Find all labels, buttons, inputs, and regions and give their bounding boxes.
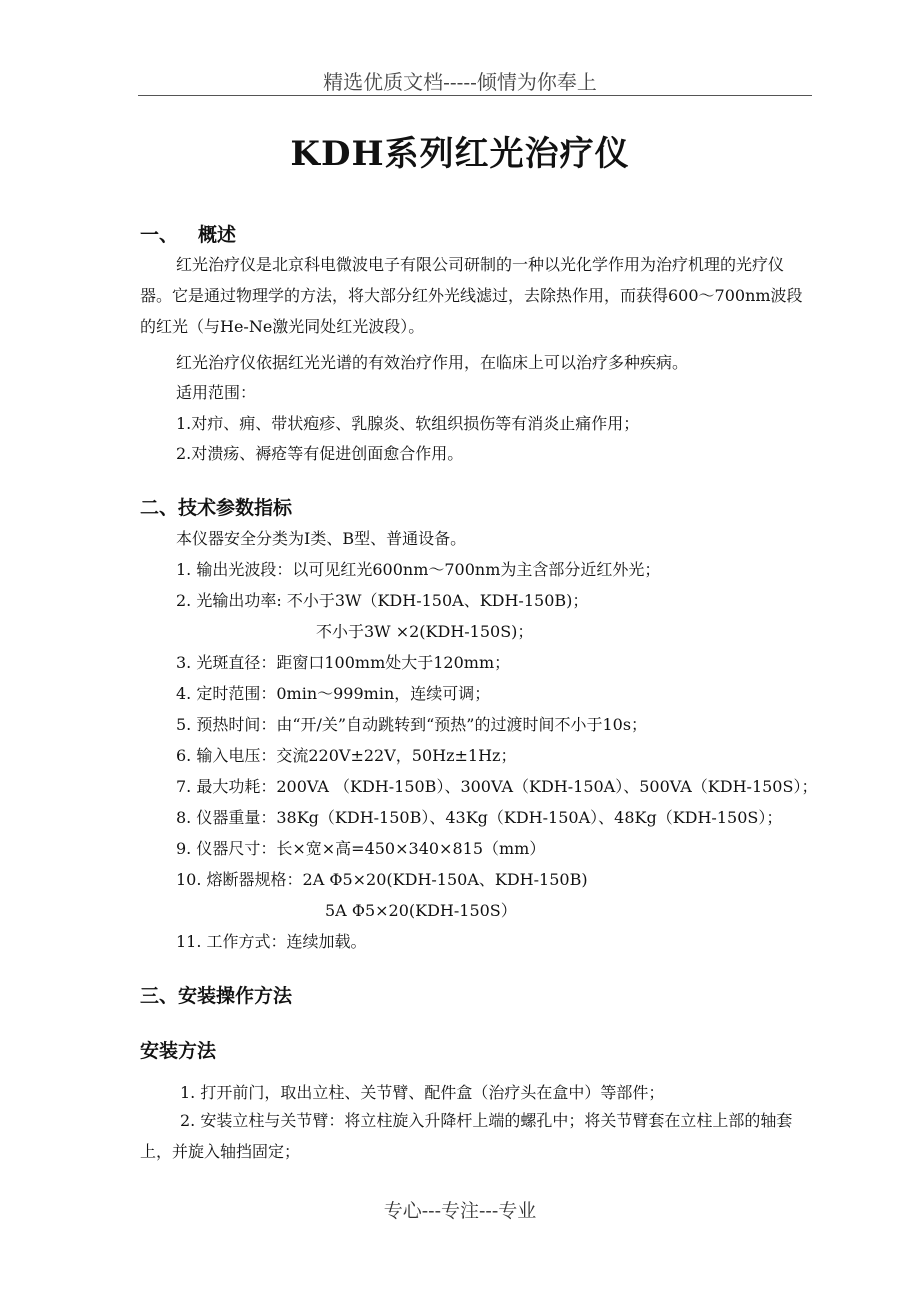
spec-item: 9. 仪器尺寸：长×宽×高=450×340×815（mm） — [176, 839, 546, 858]
spec-item-continuation: 不小于3W ×2(KDH-150S)； — [316, 622, 534, 641]
spec-item: 4. 定时范围：0min～999min，连续可调； — [176, 684, 491, 703]
header-divider — [138, 95, 812, 96]
section-1-number: 一、 — [140, 224, 179, 246]
spec-item: 2. 光输出功率: 不小于3W（KDH-150A、KDH-150B)； — [176, 591, 589, 610]
spec-item: 10. 熔断器规格：2A Φ5×20(KDH-150A、KDH-150B) — [176, 870, 588, 889]
spec-item: 5. 预热时间：由“开/关”自动跳转到“预热”的过渡时间不小于10s； — [176, 715, 648, 734]
scope-label: 适用范围： — [176, 383, 257, 402]
spec-item: 1. 输出光波段：以可见红光600nm～700nm为主含部分近红外光； — [176, 560, 661, 579]
page-footer: 专心---专注---专业 — [383, 1200, 537, 1222]
scope-item: 2.对溃疡、褥疮等有促进创面愈合作用。 — [176, 444, 464, 463]
install-step: 1. 打开前门，取出立柱、关节臂、配件盒（治疗头在盒中）等部件； — [180, 1083, 665, 1102]
section-2-heading: 二、技术参数指标 — [140, 497, 293, 519]
section-2-intro: 本仪器安全分类为Ⅰ类、B型、普通设备。 — [176, 529, 467, 548]
spec-item-continuation: 5A Φ5×20(KDH-150S） — [325, 901, 517, 920]
spec-item: 6. 输入电压：交流220V±22V，50Hz±1Hz； — [176, 746, 517, 765]
section-3-heading: 三、安装操作方法 — [140, 985, 293, 1007]
spec-item: 11. 工作方式：连续加载。 — [176, 932, 367, 951]
spec-item: 7. 最大功耗：200VA （KDH-150B）、300VA（KDH-150A）、500VA（KDH-150S）； — [176, 777, 818, 796]
section-1-intro: 红光治疗仪是北京科电微波电子有限公司研制的一种以光化学作用为治疗机理的光疗仪器。它是通过物理学的方法，将大部分红外光线滤过，去除热作用，而获得600～700nm波段的红光（与He-Ne激光同处红光波段）。 — [140, 255, 803, 336]
spec-item: 8. 仪器重量：38Kg（KDH-150B）、43Kg（KDH-150A）、48Kg（KDH-150S）； — [176, 808, 783, 827]
section-1-title: 概述 — [198, 224, 237, 246]
document-title: KDH系列红光治疗仪 — [290, 134, 630, 174]
section-1-para2: 红光治疗仪依据红光光谱的有效治疗作用，在临床上可以治疗多种疾病。 — [176, 353, 689, 372]
section-1-heading — [140, 220, 236, 247]
scope-item: 1.对疖、痈、带状疱疹、乳腺炎、软组织损伤等有消炎止痛作用； — [176, 414, 640, 433]
install-subheading: 安装方法 — [140, 1040, 217, 1062]
install-step: 2. 安装立柱与关节臂：将立柱旋入升降杆上端的螺孔中；将关节臂套在立柱上部的轴套上，并旋入轴挡固定； — [140, 1111, 793, 1161]
spec-item: 3. 光斑直径：距窗口100mm处大于120mm； — [176, 653, 511, 672]
page-header: 精选优质文档-----倾情为你奉上 — [323, 70, 597, 94]
